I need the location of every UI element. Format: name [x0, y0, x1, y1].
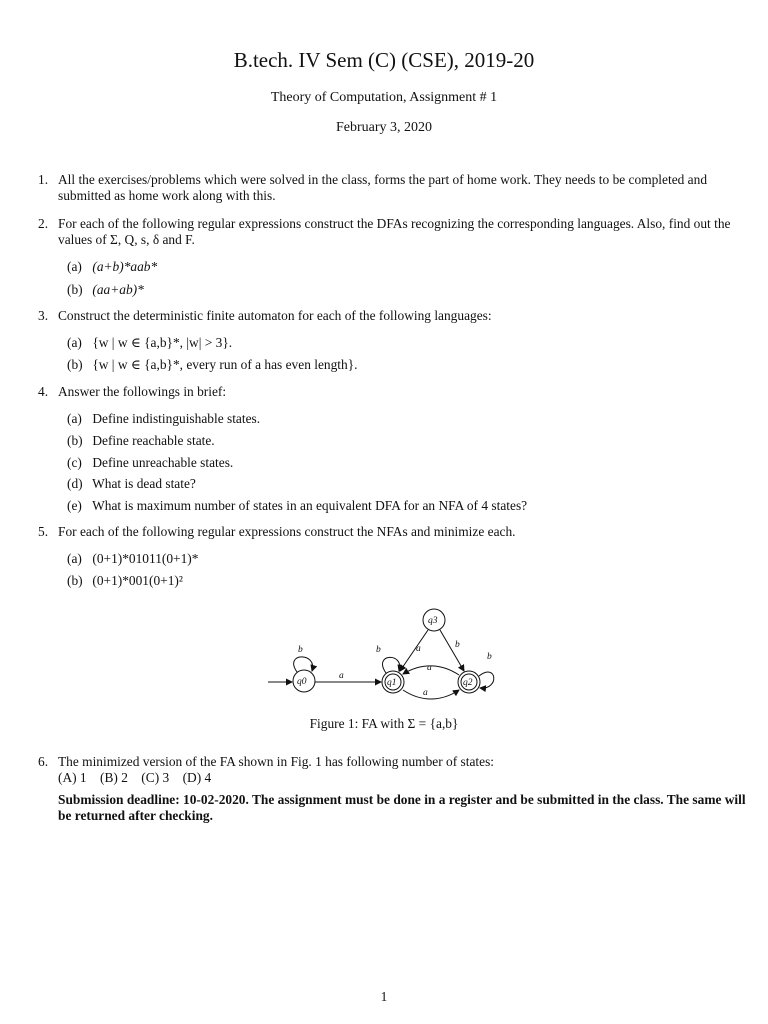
question-number: 4. — [38, 384, 49, 399]
question-6 — [38, 754, 748, 770]
edge-label-q0-q1: a — [339, 671, 344, 681]
document-date: February 3, 2020 — [335, 120, 433, 135]
figure-caption: Figure 1: FA with Σ = {a,b} — [309, 716, 459, 731]
question-number: 2. — [38, 216, 49, 231]
item-label: (b) — [67, 573, 83, 588]
question-text: Construct the deterministic finite automaton for each of the following languages: — [58, 308, 492, 323]
edge-label-q3-q2: b — [455, 640, 460, 650]
question-number: 5. — [38, 524, 49, 539]
edge-q1-q1 — [383, 657, 400, 673]
edge-q3-q2 — [440, 630, 464, 671]
edge-label-q1-q2: a — [423, 688, 428, 698]
document-subtitle: Theory of Computation, Assignment # 1 — [270, 90, 498, 105]
edge-q2-q2 — [479, 672, 494, 688]
question-number: 3. — [38, 308, 49, 323]
edge-label-q2-q1: a — [427, 663, 432, 673]
item-text: (aa+ab)* — [92, 282, 144, 297]
item-label: (c) — [67, 455, 82, 470]
submission-deadline: Submission deadline: 10-02-2020. The assignment must be done in a register and be submitted in the class. The same will be returned after checking. — [58, 792, 746, 823]
state-label-q1: q1 — [387, 678, 397, 688]
item-text: (a+b)*aab* — [92, 259, 158, 274]
question-number: 1. — [38, 172, 49, 187]
item-label: (b) — [67, 433, 83, 448]
item-text: (0+1)*01011(0+1)* — [92, 551, 199, 566]
item-text: Define unreachable states. — [92, 455, 234, 470]
item-label: (a) — [67, 335, 82, 350]
item-text: What is maximum number of states in an equivalent DFA for an NFA of 4 states? — [92, 498, 528, 513]
edge-label-q2-q2: b — [487, 652, 492, 662]
edge-label-q1-q1: b — [376, 645, 381, 655]
question-text: Answer the followings in brief: — [58, 384, 227, 399]
state-label-q3: q3 — [428, 616, 438, 626]
state-label-q0: q0 — [297, 677, 307, 687]
item-text: (0+1)*001(0+1)² — [92, 573, 183, 588]
state-label-q2: q2 — [463, 678, 473, 688]
item-label: (d) — [67, 476, 83, 491]
question-number: 6. — [38, 754, 49, 769]
question-6-choices: (A) 1 (B) 2 (C) 3 (D) 4 — [58, 770, 212, 785]
item-label: (a) — [67, 259, 82, 274]
item-text: {w | w ∈ {a,b}*, |w| > 3}. — [92, 335, 233, 350]
item-label: (e) — [67, 498, 82, 513]
item-text: {w | w ∈ {a,b}*, every run of a has even length}. — [92, 357, 358, 372]
page-number: 1 — [380, 989, 388, 1004]
item-label: (a) — [67, 551, 82, 566]
item-label: (a) — [67, 411, 82, 426]
item-label: (b) — [67, 357, 83, 372]
question-text: The minimized version of the FA shown in Fig. 1 has following number of states: — [58, 754, 495, 769]
question-text: For each of the following regular expressions construct the NFAs and minimize each. — [58, 524, 516, 539]
edge-label-q0-q0: b — [298, 645, 303, 655]
item-label: (b) — [67, 282, 83, 297]
edge-label-q3-q1: a — [416, 644, 421, 654]
item-text: Define indistinguishable states. — [92, 411, 261, 426]
edge-q1-q2 — [403, 690, 459, 699]
document-title: B.tech. IV Sem (C) (CSE), 2019-20 — [233, 48, 535, 72]
edge-q3-q1 — [400, 630, 428, 671]
question-text: All the exercises/problems which were solved in the class, forms the part of home work. They needs to be completed and submitted as home work along with this. — [58, 172, 708, 203]
question-text: For each of the following regular expressions construct the DFAs recognizing the corresponding languages. Also, find out the values of Σ, Q, s, δ and F. — [58, 216, 731, 247]
item-text: What is dead state? — [92, 476, 196, 491]
item-text: Define reachable state. — [92, 433, 215, 448]
